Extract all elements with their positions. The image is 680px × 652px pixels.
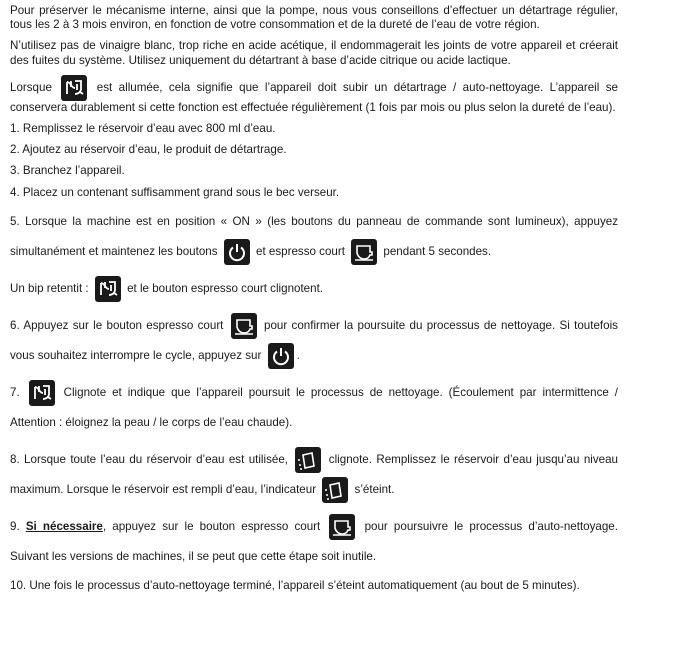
manual-page <box>10 4 618 593</box>
step-9: 9. Si nécessaire, appuyez sur le bouton espresso court pour poursuivre le processus d’auto-nettoyage. Suivant les versions de machines, il se peut que cette étape soit inutile. <box>10 512 618 572</box>
descaling-icon <box>95 276 121 302</box>
intro-paragraph-3: Lorsque est allumée, cela signifie que l’appareil doit subir un détartrage / auto-nettoyage. L’appareil se conservera durablement si cette fonction est effectuée régulièrement (1 fois par mois ou plus selon la dureté de l’eau). <box>10 75 618 115</box>
step-9-emphasis: Si nécessaire <box>25 519 103 533</box>
descaling-icon <box>29 380 55 406</box>
power-icon <box>224 239 250 265</box>
step-8: 8. Lorsque toute l’eau du réservoir d’eau est utilisée, clignote. Remplissez le réservoir d’eau jusqu’au niveau maximum. Lorsque le réservoir est rempli d’eau, l’indicateur s’éteint. <box>10 445 618 505</box>
step-4: 4. Placez un contenant suffisamment grand sous le bec verseur. <box>10 185 340 199</box>
step-5: 5. Lorsque la machine est en position « ON » (les boutons du panneau de commande sont lumineux), appuyez simultanément et maintenez les boutons et espresso court pendant 5 secondes. <box>10 207 618 267</box>
espresso-cup-icon <box>351 239 377 265</box>
descaling-icon <box>61 75 87 101</box>
step-3: 3. Branchez l’appareil. <box>10 164 125 178</box>
water-tank-icon <box>295 447 321 473</box>
power-icon <box>268 343 294 369</box>
step-7: 7. Clignote et indique que l’appareil poursuit le processus de nettoyage. (Écoulement par intermittence / Attention : éloignez la peau / le corps de l’eau chaude). <box>10 378 618 438</box>
intro-paragraph-2: N’utilisez pas de vinaigre blanc, trop riche en acide acétique, il endommagerait les joints de votre appareil et créerait des fuites du système. Utilisez uniquement du détartrant à base d’acide citrique ou acide lactique. <box>10 39 618 67</box>
espresso-cup-icon <box>329 514 355 540</box>
bip-line: Un bip retentit : et le bouton espresso court clignotent. <box>10 274 618 304</box>
step-10: 10. Une fois le processus d’auto-nettoyage terminé, l’appareil s’éteint automatiquement (au bout de 5 minutes). <box>10 578 580 592</box>
intro-paragraph-1: Pour préserver le mécanisme interne, ainsi que la pompe, nous vous conseillons d’effectuer un détartrage régulier, tous les 2 à 3 mois environ, en fonction de votre consommation et de la dureté de l’eau de votre région. <box>10 4 618 32</box>
espresso-cup-icon <box>231 313 257 339</box>
step-6: 6. Appuyez sur le bouton espresso court pour confirmer la poursuite du processus de nettoyage. Si toutefois vous souhaitez interrompre le cycle, appuyez sur . <box>10 311 618 371</box>
water-tank-icon <box>322 477 348 503</box>
step-2: 2. Ajoutez au réservoir d’eau, le produit de détartrage. <box>10 143 287 157</box>
step-1: 1. Remplissez le réservoir d’eau avec 800 ml d’eau. <box>10 122 276 136</box>
